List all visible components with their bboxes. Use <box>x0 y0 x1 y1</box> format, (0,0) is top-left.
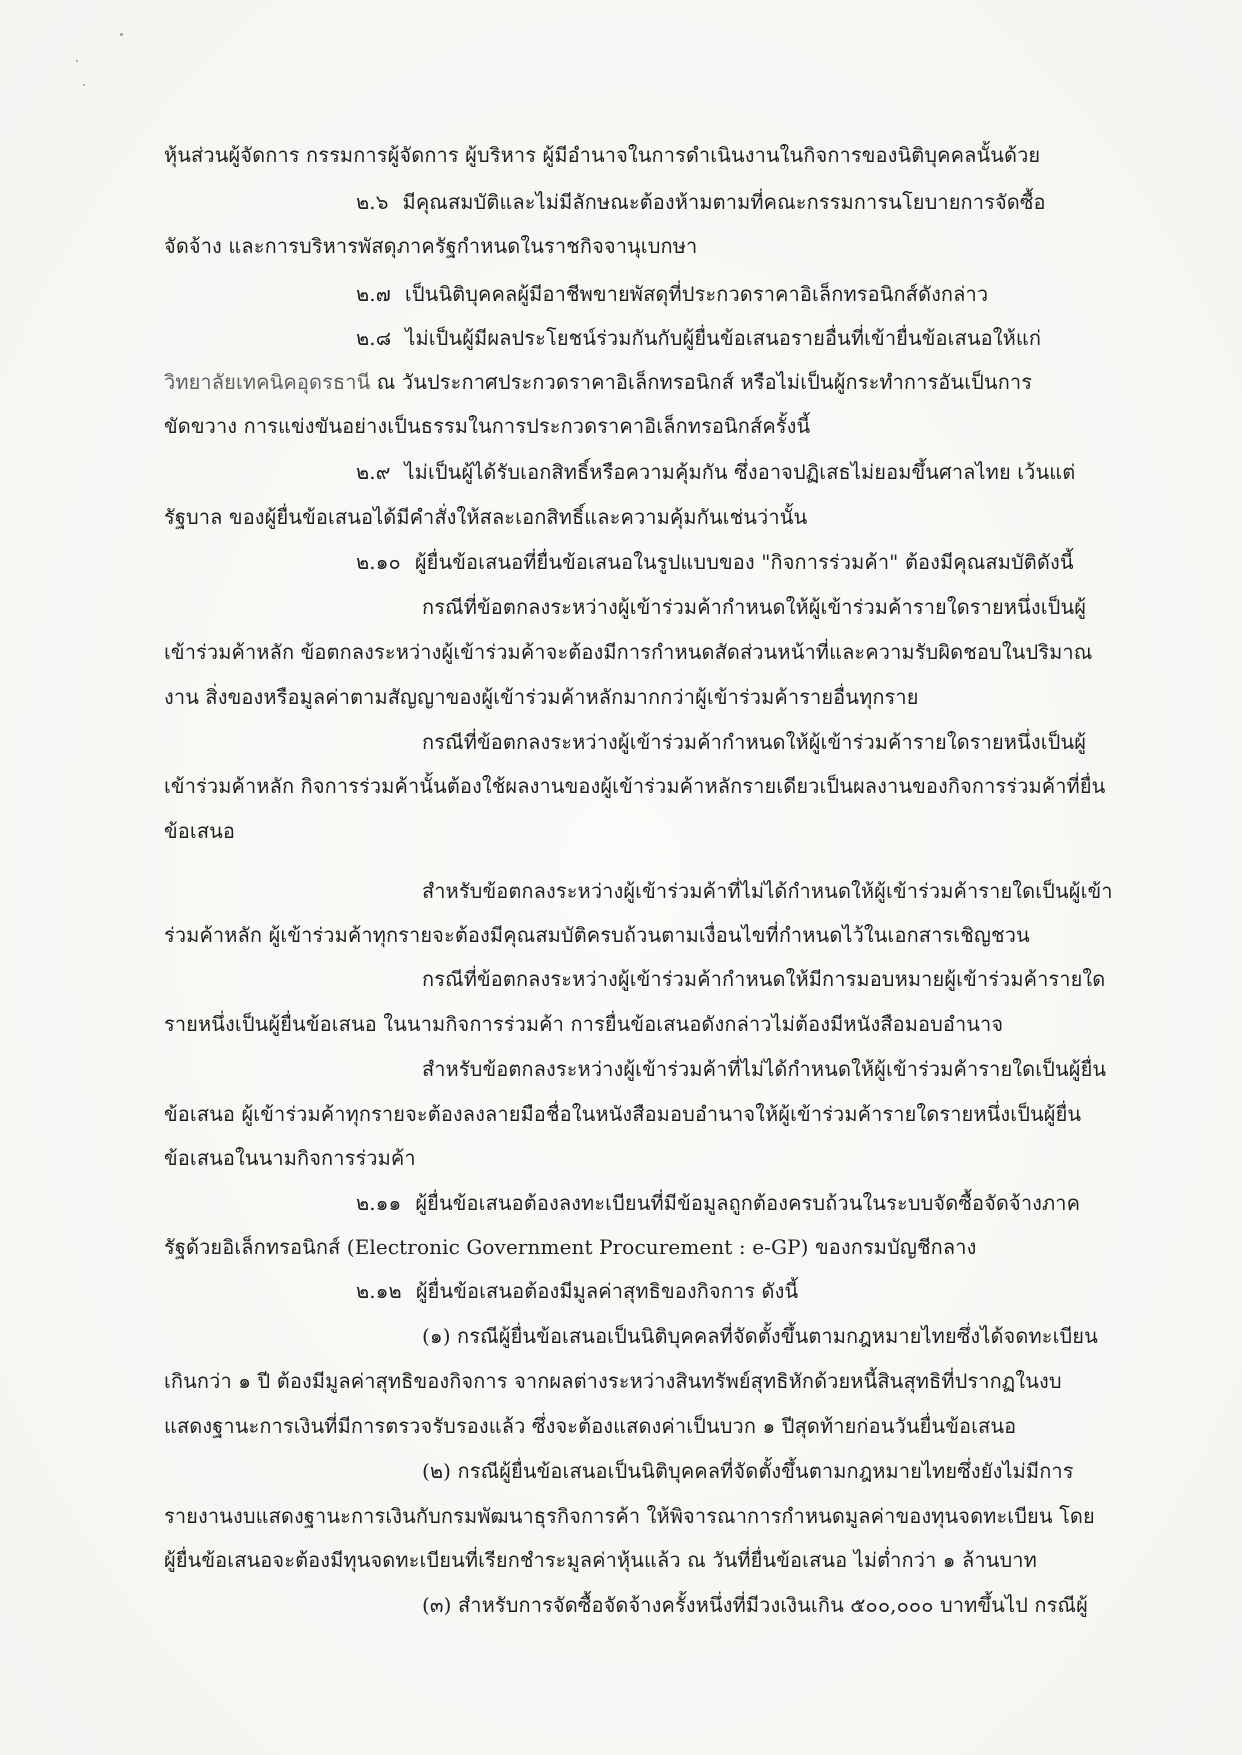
line-text: กรณีที่ข้อตกลงระหว่างผู้เข้าร่วมค้ากำหนดให้ผู้เข้าร่วมค้ารายใดรายหนึ่งเป็นผู้ <box>422 730 1087 754</box>
line-text: กรณีที่ข้อตกลงระหว่างผู้เข้าร่วมค้ากำหนดให้ผู้เข้าร่วมค้ารายใดรายหนึ่งเป็นผู้ <box>422 595 1087 619</box>
clause-number: ๒.๖ <box>356 190 389 214</box>
line-text: ผู้ยื่นข้อเสนอต้องลงทะเบียนที่มีข้อมูลถูกต้องครบถ้วนในระบบจัดซื้อจัดจ้างภาค <box>415 1191 1081 1215</box>
doc-line <box>164 1412 1016 1440</box>
doc-line <box>164 1233 976 1261</box>
clause-number: ๒.๙ <box>356 460 391 484</box>
institution-name: วิทยาลัยเทคนิคอุดรธานี <box>164 370 371 394</box>
doc-line <box>422 1322 1098 1350</box>
doc-line <box>422 593 1086 621</box>
doc-line <box>164 817 235 845</box>
doc-line-clause-2-7 <box>356 280 988 308</box>
line-text: หุ้นส่วนผู้จัดการ กรรมการผู้จัดการ ผู้บริหาร ผู้มีอำนาจในการดำเนินงานในกิจการของนิติบุคคลนั้นด้วย <box>164 143 1041 167</box>
doc-line <box>164 232 697 260</box>
clause-number: ๒.๑๐ <box>356 550 401 574</box>
line-text: เข้าร่วมค้าหลัก กิจการร่วมค้านั้นต้องใช้ผลงานของผู้เข้าร่วมค้าหลักรายเดียวเป็นผลงานของกิจการร่วมค้าที่ยื่น <box>164 774 1106 798</box>
line-text: รายหนึ่งเป็นผู้ยื่นข้อเสนอ ในนามกิจการร่วมค้า การยื่นข้อเสนอดังกล่าวไม่ต้องมีหนังสือมอบอำนาจ <box>164 1012 1004 1036</box>
doc-line <box>422 877 1113 905</box>
doc-line <box>422 1457 1074 1485</box>
clause-number: ๒.๑๒ <box>356 1279 402 1303</box>
line-text: รายงานงบแสดงฐานะการเงินกับกรมพัฒนาธุรกิจการค้า ให้พิจารณาการกำหนดมูลค่าของทุนจดทะเบียน โดย <box>164 1504 1095 1528</box>
doc-line <box>164 368 1032 396</box>
doc-line <box>164 1144 416 1172</box>
line-text: เป็นนิติบุคคลผู้มีอาชีพขายพัสดุที่ประกวดราคาอิเล็กทรอนิกส์ดังกล่าว <box>404 282 989 306</box>
doc-line <box>164 141 1040 169</box>
line-text: ร่วมค้าหลัก ผู้เข้าร่วมค้าทุกรายจะต้องมีคุณสมบัติครบถ้วนตามเงื่อนไขที่กำหนดไว้ในเอกสารเชิญชวน <box>164 923 1030 947</box>
scan-speck <box>120 33 123 36</box>
doc-line-clause-2-12 <box>356 1277 798 1305</box>
doc-line <box>422 1055 1106 1083</box>
doc-line <box>164 772 1105 800</box>
doc-line-clause-2-8 <box>356 324 1041 352</box>
clause-number: ๒.๑๑ <box>356 1191 402 1215</box>
doc-line <box>422 728 1086 756</box>
doc-line-clause-2-11 <box>356 1189 1080 1217</box>
line-text: ไม่เป็นผู้ได้รับเอกสิทธิ์หรือความคุ้มกัน ซึ่งอาจปฏิเสธไม่ยอมขึ้นศาลไทย เว้นแต่ <box>404 460 1076 484</box>
doc-line <box>164 1502 1095 1530</box>
doc-line <box>164 1367 1062 1395</box>
doc-line-clause-2-10 <box>356 548 1074 576</box>
line-text: มีคุณสมบัติและไม่มีลักษณะต้องห้ามตามที่คณะกรรมการนโยบายการจัดซื้อ <box>402 190 1046 214</box>
line-text: ข้อเสนอ <box>164 819 236 843</box>
line-text: เข้าร่วมค้าหลัก ข้อตกลงระหว่างผู้เข้าร่วมค้าจะต้องมีการกำหนดสัดส่วนหน้าที่และความรับผิดชอบในปริมาณ <box>164 640 1093 664</box>
line-text: (๒) กรณีผู้ยื่นข้อเสนอเป็นนิติบุคคลที่จัดตั้งขึ้นตามกฎหมายไทยซึ่งยังไม่มีการ <box>422 1459 1074 1483</box>
line-text: ไม่เป็นผู้มีผลประโยชน์ร่วมกันกับผู้ยื่นข้อเสนอรายอื่นที่เข้ายื่นข้อเสนอให้แก่ <box>405 326 1042 350</box>
line-text: ขัดขวาง การแข่งขันอย่างเป็นธรรมในการประกวดราคาอิเล็กทรอนิกส์ครั้งนี้ <box>164 414 811 438</box>
line-text: ข้อเสนอ ผู้เข้าร่วมค้าทุกรายจะต้องลงลายมือชื่อในหนังสือมอบอำนาจให้ผู้เข้าร่วมค้ารายใดรายหนึ่งเป็นผู้ยื่น <box>164 1102 1082 1126</box>
line-text: สำหรับข้อตกลงระหว่างผู้เข้าร่วมค้าที่ไม่ได้กำหนดให้ผู้เข้าร่วมค้ารายใดเป็นผู้เข้า <box>422 879 1113 903</box>
line-text: แสดงฐานะการเงินที่มีการตรวจรับรองแล้ว ซึ่งจะต้องแสดงค่าเป็นบวก ๑ ปีสุดท้ายก่อนวันยื่นข้อเสนอ <box>164 1414 1017 1438</box>
doc-line <box>164 921 1030 949</box>
doc-line <box>422 965 1105 993</box>
line-text: ผู้ยื่นข้อเสนอที่ยื่นข้อเสนอในรูปแบบของ "กิจการร่วมค้า" ต้องมีคุณสมบัติดังนี้ <box>414 550 1074 574</box>
line-text: ผู้ยื่นข้อเสนอจะต้องมีทุนจดทะเบียนที่เรียกชำระมูลค่าหุ้นแล้ว ณ วันที่ยื่นข้อเสนอ ไม่ต่ำกว่า ๑ ล้านบาท <box>164 1548 1037 1572</box>
line-text: ผู้ยื่นข้อเสนอต้องมีมูลค่าสุทธิของกิจการ ดังนี้ <box>415 1279 799 1303</box>
line-text: ณ วันประกาศประกวดราคาอิเล็กทรอนิกส์ หรือไม่เป็นผู้กระทำการอันเป็นการ <box>370 370 1033 394</box>
clause-number: ๒.๗ <box>356 282 391 306</box>
line-text: เกินกว่า ๑ ปี ต้องมีมูลค่าสุทธิของกิจการ จากผลต่างระหว่างสินทรัพย์สุทธิหักด้วยหนี้สินสุทธิที่ปรากฏในงบ <box>164 1369 1062 1393</box>
scan-speck <box>76 60 78 62</box>
doc-line-clause-2-9 <box>356 458 1075 486</box>
scan-speck <box>83 84 85 86</box>
doc-line <box>164 1546 1037 1574</box>
doc-line <box>164 1010 1003 1038</box>
doc-line-clause-2-6 <box>356 188 1046 216</box>
clause-number: ๒.๘ <box>356 326 392 350</box>
doc-line <box>164 683 919 711</box>
doc-line <box>164 503 807 531</box>
doc-line <box>164 412 810 440</box>
line-text: (๑) กรณีผู้ยื่นข้อเสนอเป็นนิติบุคคลที่จัดตั้งขึ้นตามกฎหมายไทยซึ่งได้จดทะเบียน <box>422 1324 1098 1348</box>
line-text: จัดจ้าง และการบริหารพัสดุภาครัฐกำหนดในราชกิจจานุเบกษา <box>164 234 698 258</box>
line-text: (๓) สำหรับการจัดซื้อจัดจ้างครั้งหนึ่งที่มีวงเงินเกิน ๕๐๐,๐๐๐ บาทขึ้นไป กรณีผู้ <box>422 1593 1088 1617</box>
line-text: รัฐด้วยอิเล็กทรอนิกส์ (Electronic Government Procurement : e-GP) ของกรมบัญชีกลาง <box>164 1235 977 1259</box>
doc-line <box>164 638 1092 666</box>
line-text: งาน สิ่งของหรือมูลค่าตามสัญญาของผู้เข้าร่วมค้าหลักมากกว่าผู้เข้าร่วมค้ารายอื่นทุกราย <box>164 685 919 709</box>
line-text: สำหรับข้อตกลงระหว่างผู้เข้าร่วมค้าที่ไม่ได้กำหนดให้ผู้เข้าร่วมค้ารายใดเป็นผู้ยื่น <box>422 1057 1107 1081</box>
line-text: รัฐบาล ของผู้ยื่นข้อเสนอได้มีคำสั่งให้สละเอกสิทธิ์และความคุ้มกันเช่นว่านั้น <box>164 505 808 529</box>
doc-line <box>422 1591 1088 1619</box>
line-text: ข้อเสนอในนามกิจการร่วมค้า <box>164 1146 416 1170</box>
line-text: กรณีที่ข้อตกลงระหว่างผู้เข้าร่วมค้ากำหนดให้มีการมอบหมายผู้เข้าร่วมค้ารายใด <box>422 967 1106 991</box>
doc-line <box>164 1100 1081 1128</box>
